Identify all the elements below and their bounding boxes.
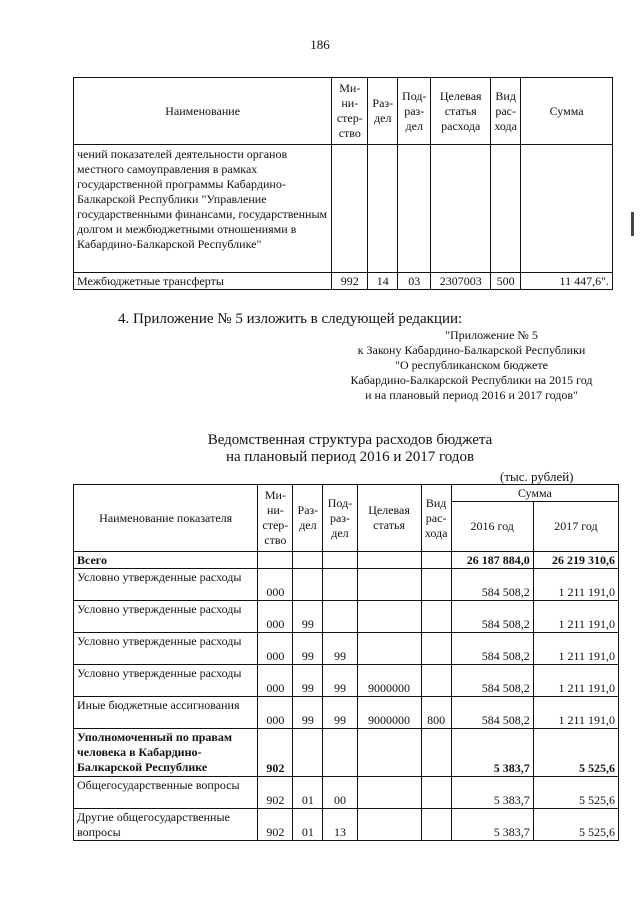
header-ministry: Ми- ни- стер- ство	[332, 78, 368, 145]
table-row	[74, 809, 619, 841]
table-row	[74, 697, 619, 729]
cell-name: Условно утвержденные расходы	[74, 601, 258, 633]
header-subsection: Под- раз- дел	[323, 485, 357, 552]
cell-2016: 584 508,2	[451, 633, 533, 665]
cell-2016: 584 508,2	[451, 569, 533, 601]
cell-kind	[421, 777, 451, 809]
cell-name: Общегосударственные вопросы	[74, 777, 258, 809]
header-name: Наименование	[74, 78, 332, 145]
header-article: Целевая статья	[357, 485, 421, 552]
header-section: Раз- дел	[368, 78, 398, 145]
cell-kind	[421, 569, 451, 601]
appendix-line: "Приложение № 5	[445, 328, 538, 342]
table-row	[74, 665, 619, 697]
cell-2016: 26 187 884,0	[451, 552, 533, 569]
page-number: 186	[310, 37, 330, 52]
cell-2016: 584 508,2	[451, 697, 533, 729]
cell-kind: 800	[421, 697, 451, 729]
cell-kind	[421, 601, 451, 633]
cell-subsection: 13	[323, 809, 357, 841]
cell-article: 9000000	[357, 665, 421, 697]
header-ministry: Ми- ни- стер- ство	[258, 485, 293, 552]
cell-name: Уполномоченный по правам человека в Кабардино-Балкарской Республике	[74, 729, 258, 777]
cell-name: Условно утвержденные расходы	[74, 665, 258, 697]
cell-article	[357, 601, 421, 633]
cell-subsection: 99	[323, 697, 357, 729]
cell-name: Всего	[74, 552, 258, 569]
item-4-instruction: 4. Приложение № 5 изложить в следующей редакции:	[118, 311, 463, 327]
title-line: на плановый период 2016 и 2017 годов	[225, 449, 475, 465]
table-row	[74, 729, 619, 777]
cell-subsection	[323, 569, 357, 601]
cell-2017: 1 211 191,0	[533, 697, 618, 729]
row-subsection: 03	[398, 273, 431, 290]
cell-name: Другие общегосударственные вопросы	[74, 809, 258, 841]
cell-2017: 26 219 310,6	[533, 552, 618, 569]
cell-section: 99	[293, 665, 323, 697]
cell-article	[357, 633, 421, 665]
cell-section	[293, 569, 323, 601]
title-line: Ведомственная структура расходов бюджета	[207, 432, 493, 448]
appendix-line: к Закону Кабардино-Балкарской Республики	[357, 343, 586, 357]
cell-subsection: 00	[323, 777, 357, 809]
cell-subsection	[323, 729, 357, 777]
cell-2016: 5 383,7	[451, 777, 533, 809]
cell-ministry: 000	[258, 569, 293, 601]
header-sum: Сумма	[521, 78, 613, 145]
cell-2016: 5 383,7	[451, 729, 533, 777]
cell-section: 01	[293, 777, 323, 809]
cell-2017: 1 211 191,0	[533, 569, 618, 601]
cell-kind	[421, 729, 451, 777]
cell-section: 99	[293, 601, 323, 633]
header-2016: 2016 год	[451, 502, 533, 552]
header-section: Раз- дел	[293, 485, 323, 552]
cell-subsection: 99	[323, 633, 357, 665]
header-subsection: Под- раз- дел	[398, 78, 431, 145]
cell-article	[357, 569, 421, 601]
header-kind: Вид рас- хода	[491, 78, 521, 145]
header-name: Наименование показателя	[74, 485, 258, 552]
cell-ministry: 902	[258, 777, 293, 809]
appendix-reference	[330, 328, 613, 403]
cell-kind	[421, 665, 451, 697]
header-article: Целевая статья расхода	[431, 78, 491, 145]
cell-section: 99	[293, 633, 323, 665]
cell-section	[293, 729, 323, 777]
row-article: 2307003	[431, 273, 491, 290]
table-row	[74, 601, 619, 633]
cell-ministry: 902	[258, 729, 293, 777]
cell-subsection	[323, 552, 357, 569]
table-row	[74, 777, 619, 809]
cell-2017: 1 211 191,0	[533, 601, 618, 633]
cell-kind	[421, 809, 451, 841]
cell-ministry: 000	[258, 697, 293, 729]
cell-kind	[421, 552, 451, 569]
cell-subsection: 99	[323, 665, 357, 697]
cell-2016: 584 508,2	[451, 665, 533, 697]
table-row	[74, 569, 619, 601]
row-section: 14	[368, 273, 398, 290]
table-row	[74, 633, 619, 665]
appendix-line: и на плановый период 2016 и 2017 годов"	[365, 388, 578, 402]
table-continuation	[73, 77, 613, 290]
cell-article	[357, 552, 421, 569]
cell-kind	[421, 633, 451, 665]
cell-ministry: 000	[258, 633, 293, 665]
cell-article	[357, 729, 421, 777]
row-ministry: 992	[332, 273, 368, 290]
cell-ministry: 902	[258, 809, 293, 841]
cell-ministry	[258, 552, 293, 569]
cell-2017: 5 525,6	[533, 809, 618, 841]
units-label: (тыс. рублей)	[500, 469, 574, 484]
cell-2017: 5 525,6	[533, 729, 618, 777]
cell-article: 9000000	[357, 697, 421, 729]
cell-2017: 1 211 191,0	[533, 633, 618, 665]
header-kind: Вид рас- хода	[421, 485, 451, 552]
row-kind: 500	[491, 273, 521, 290]
cell-name: Условно утвержденные расходы	[74, 569, 258, 601]
table-row	[74, 552, 619, 569]
cell-2016: 584 508,2	[451, 601, 533, 633]
cell-ministry: 000	[258, 601, 293, 633]
cell-ministry: 000	[258, 665, 293, 697]
table-row	[74, 273, 613, 290]
cell-section: 01	[293, 809, 323, 841]
table-budget	[73, 484, 619, 841]
cell-subsection	[323, 601, 357, 633]
cell-section	[293, 552, 323, 569]
appendix-line: "О республиканском бюджете	[395, 358, 548, 372]
cell-section: 99	[293, 697, 323, 729]
row-sum: 11 447,6".	[521, 273, 613, 290]
cell-2017: 1 211 191,0	[533, 665, 618, 697]
document-title	[140, 432, 560, 466]
row-name: Межбюджетные трансферты	[74, 273, 332, 290]
continuation-text: чений показателей деятельности органов местного самоуправления в рамках государственной программы Кабардино-Балкарской Республики "Управление государственными финансами, государственным долгом и межбюджетными отношениями в Кабардино-Балкарской Республике"	[74, 145, 332, 273]
header-2017: 2017 год	[533, 502, 618, 552]
cell-article	[357, 777, 421, 809]
cell-name: Иные бюджетные ассигнования	[74, 697, 258, 729]
appendix-line: Кабардино-Балкарской Республики на 2015 год	[350, 373, 593, 387]
cell-name: Условно утвержденные расходы	[74, 633, 258, 665]
scan-edge-mark	[631, 212, 634, 236]
cell-2016: 5 383,7	[451, 809, 533, 841]
cell-2017: 5 525,6	[533, 777, 618, 809]
cell-article	[357, 809, 421, 841]
header-sum: Сумма	[451, 485, 618, 502]
